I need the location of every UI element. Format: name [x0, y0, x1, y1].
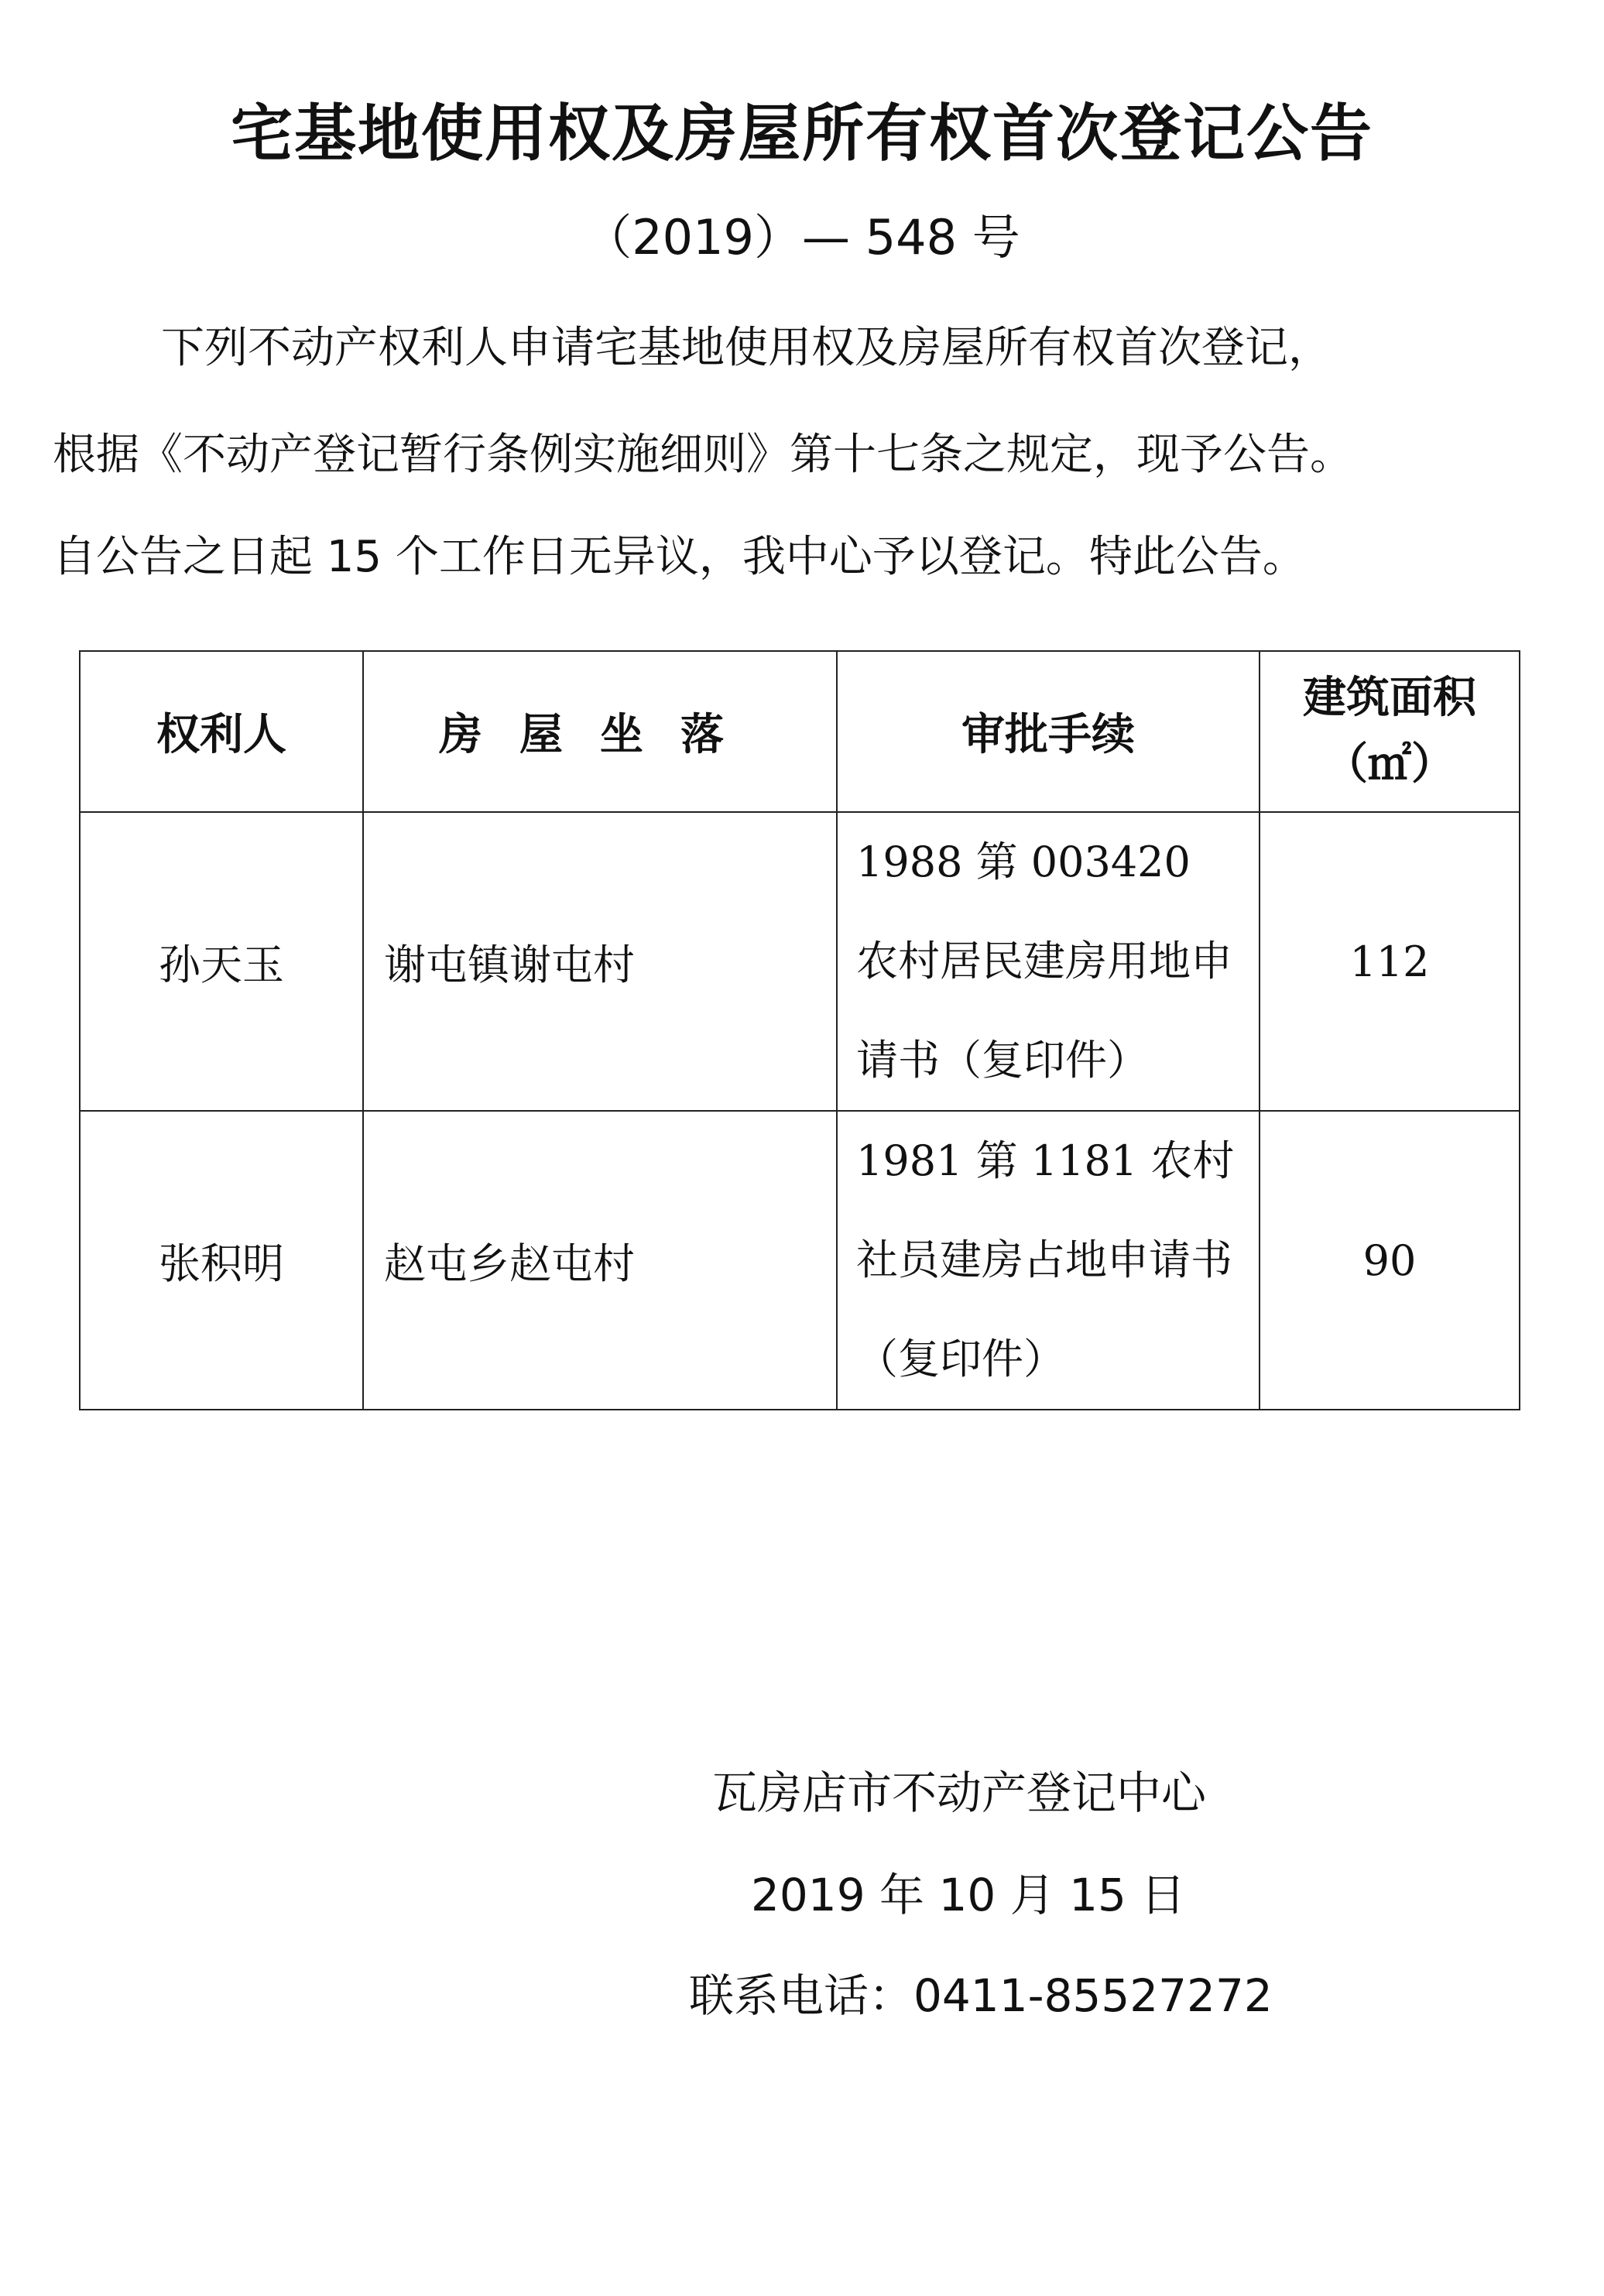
- issuing-organization: 瓦房店市不动产登记中心: [712, 1767, 1207, 1819]
- notice-paragraph-line-3: 自公告之日起 15 个工作日无异议，我中心予以登记。特此公告。: [53, 532, 1306, 582]
- cell-approval: 1988 第 003420 农村居民建房用地申请书（复印件）: [837, 812, 1260, 1111]
- table-header-row: [80, 651, 1520, 812]
- issue-date: 2019 年 10 月 15 日: [751, 1869, 1186, 1921]
- header-owner: 权利人: [80, 651, 363, 812]
- cell-location: 谢屯镇谢屯村: [363, 812, 837, 1111]
- cell-owner: 张积明: [80, 1111, 363, 1410]
- table-row: [80, 812, 1520, 1111]
- notice-title: 宅基地使用权及房屋所有权首次登记公告: [231, 98, 1373, 170]
- cell-area: 112: [1260, 812, 1520, 1111]
- registration-table: [79, 650, 1520, 1410]
- notice-paragraph-line-2: 根据《不动产登记暂行条例实施细则》第十七条之规定，现予公告。: [53, 430, 1353, 480]
- header-area-label: 建筑面积: [1303, 673, 1476, 723]
- notice-paragraph-line-1: 下列不动产权利人申请宅基地使用权及房屋所有权首次登记，: [161, 323, 1332, 373]
- cell-area: 90: [1260, 1111, 1520, 1410]
- header-location-label: 房屋坐落: [439, 710, 761, 760]
- header-approval: 审批手续: [837, 651, 1260, 812]
- notice-number: （2019）— 548 号: [584, 209, 1020, 266]
- header-area: [1260, 651, 1520, 812]
- cell-location: 赵屯乡赵屯村: [363, 1111, 837, 1410]
- header-area-unit: （㎡）: [1325, 739, 1455, 790]
- table-row: [80, 1111, 1520, 1410]
- contact-phone: 联系电话：0411-85527272: [689, 1969, 1273, 2022]
- cell-owner: 孙天玉: [80, 812, 363, 1111]
- header-location: [363, 651, 837, 812]
- cell-approval: 1981 第 1181 农村社员建房占地申请书（复印件）: [837, 1111, 1260, 1410]
